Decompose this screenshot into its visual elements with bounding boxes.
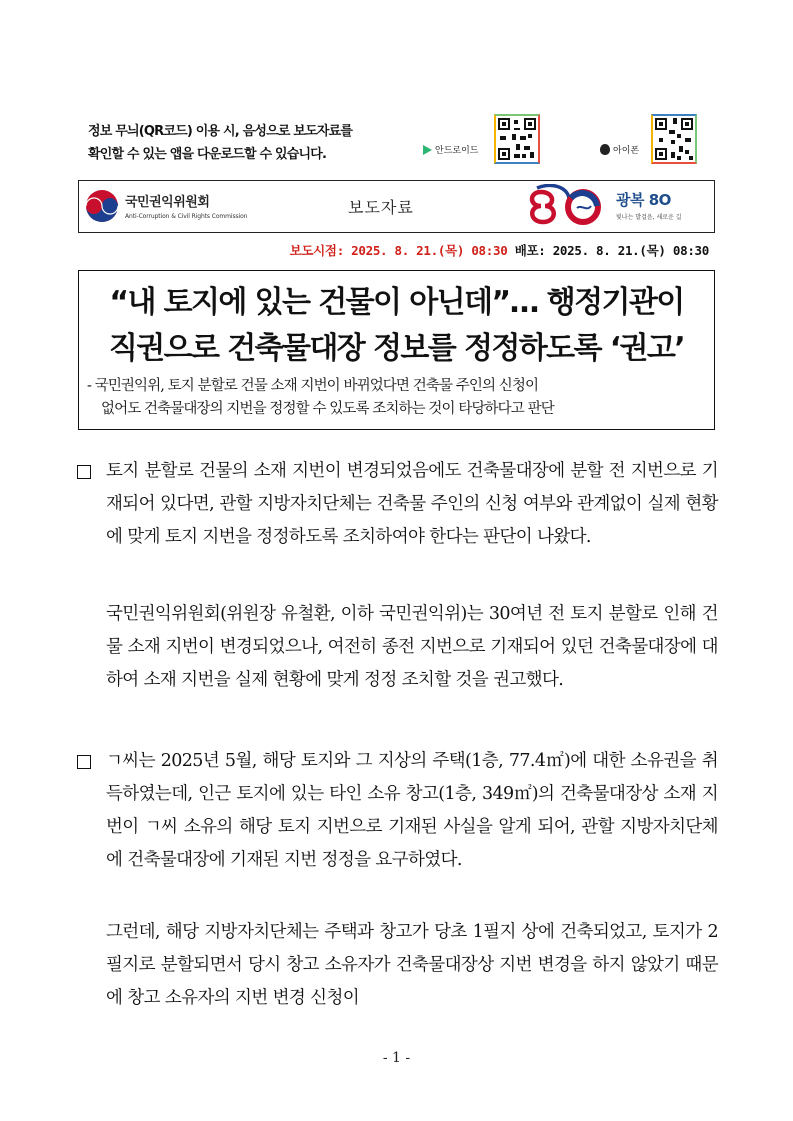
body-paragraph-4 [106,916,718,1015]
org-name-en: Anti-Corruption & Civil Rights Commission [125,213,248,220]
subtitle-line1: - 국민권익위, 토지 분할로 건물 소재 지번이 바뀌었다면 건축물 주인의 신청이 [87,378,539,394]
subtitle [87,375,709,421]
square-bullet-icon [77,755,91,769]
paragraph-3-text: ㄱ씨는 2025년 5월, 해당 토지와 그 지상의 주택(1층, 77.4㎡)에 대한 소유권을 취득하였는데, 인근 토지에 있는 타인 소유 창고(1층, 349㎡)의 건축물대장상 소재 지번이 ㄱ씨 소유의 해당 토지 지번으로 기재된 사실을 알게 되어, 관할 지방자치단체에 건축물대장에 기재된 지번 정정을 요구하였다. [106,751,718,870]
release-time [290,241,709,259]
release-time-value: 2025. 8. 21.(목) 08:30 [351,243,508,258]
liberation-80-logo-icon [527,184,607,228]
doc-type: 보도자료 [348,198,414,217]
liberation-slogan: 빛나는 발걸음, 새로운 길 [616,214,682,221]
qr-notice [88,120,352,166]
ios-label: 아이폰 [613,146,640,156]
distribution-value: 2025. 8. 21.(목) 08:30 [552,243,709,258]
paragraph-2-text: 국민권익위원회(위원장 유철환, 이하 국민권익위)는 30여년 전 토지 분할로 인해 건물 소재 지번이 변경되었으나, 여전히 종전 지번으로 기재되어 있던 건축물대장에 대하여 소재 지번을 실제 현황에 맞게 정정 조치할 것을 권고했다. [106,604,718,690]
page-number: - 1 - [382,1050,411,1066]
body-paragraph-1 [106,455,718,554]
apple-icon [600,144,610,155]
headline-box [78,270,715,430]
android-store-label [423,143,478,156]
qr-banner [76,108,716,168]
play-store-icon [423,145,432,155]
distribution-label: 배포: [514,243,546,258]
paragraph-4-text: 그런데, 해당 지방자치단체는 주택과 창고가 당초 1필지 상에 건축되었고, 토지가 2필지로 분할되면서 당시 창고 소유자가 건축물대장상 지번 변경을 하지 않았기 때문에 창고 소유자의 지번 변경 신청이 [106,922,718,1008]
ios-qr-code[interactable] [651,114,697,164]
qr-code-icon [496,116,538,162]
headline-line2: 직권으로 건축물대장 정보를 정정하도록 ‘권고’ [108,331,685,366]
press-header [78,180,715,233]
government-emblem-icon [85,189,119,223]
android-label: 안드로이드 [435,146,479,156]
body-paragraph-2 [106,598,718,697]
liberation-title: 광복 8O [616,191,671,209]
org-name: 국민권익위원회 [125,195,210,210]
qr-notice-line1: 정보 무늬(QR코드) 이용 시, 음성으로 보도자료를 [88,124,353,139]
square-bullet-icon [77,465,91,479]
subtitle-line2: 없어도 건축물대장의 지번을 정정할 수 있도록 조치하는 것이 타당하다고 판단 [101,401,554,417]
qr-code-icon [653,116,695,162]
ios-store-label [600,143,639,156]
release-time-label: 보도시점: [289,243,344,258]
headline-line1: “내 토지에 있는 건물이 아닌데”… 행정기관이 [109,285,684,320]
body-paragraph-3 [106,745,718,877]
paragraph-1-text: 토지 분할로 건물의 소재 지번이 변경되었음에도 건축물대장에 분할 전 지번으로 기재되어 있다면, 관할 지방자치단체는 건축물 주인의 신청 여부와 관계없이 실제 현황에 맞게 토지 지번을 정정하도록 조치하여야 한다는 판단이 나왔다. [106,461,718,547]
android-qr-code[interactable] [494,114,540,164]
qr-notice-line2: 확인할 수 있는 앱을 다운로드할 수 있습니다. [88,147,327,162]
